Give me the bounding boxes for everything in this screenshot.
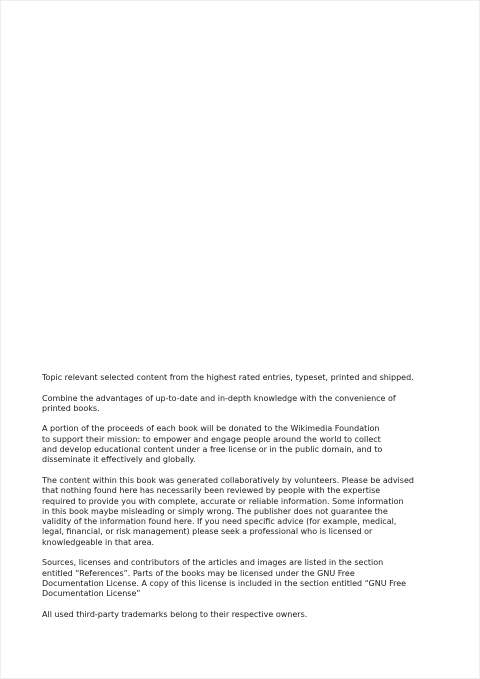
paragraph-wikimedia-donation: A portion of the proceeds of each book will be donated to the Wikimedia Foundation to support their mission: to empower and engage people around the world to collect and develop educational content under a free license or in the public domain, and to disseminate it effectively and globally. bbox=[42, 424, 383, 465]
paragraph-content-disclaimer: The content within this book was generated collaboratively by volunteers. Please be advised that nothing found here has necessarily been reviewed by people with the expertise required to provide you with complete, accurate or reliable information. Some information in this book maybe misleading or simply wrong. The publisher does not guarantee the validity of the information found here. If you need specific advice (for example, medical, legal, financial, or risk management) please seek a professional who is licensed or knowledgeable in that area. bbox=[42, 475, 414, 547]
paragraph-trademarks: All used third-party trademarks belong to their respective owners. bbox=[42, 609, 308, 619]
paragraph-sources-licenses: Sources, licenses and contributors of the articles and images are listed in the section entitled “References”. Parts of the books may be licensed under the GNU Free Documentation License. A copy of this license is included in the section entitled “GNU Free Documentation License” bbox=[42, 558, 407, 599]
paragraph-topic-relevant: Topic relevant selected content from the highest rated entries, typeset, printed and shipped. bbox=[42, 373, 414, 382]
copyright-notice bbox=[42, 373, 462, 620]
paragraph-combine-advantages: Combine the advantages of up-to-date and in-depth knowledge with the convenience of printed books. bbox=[42, 393, 396, 413]
